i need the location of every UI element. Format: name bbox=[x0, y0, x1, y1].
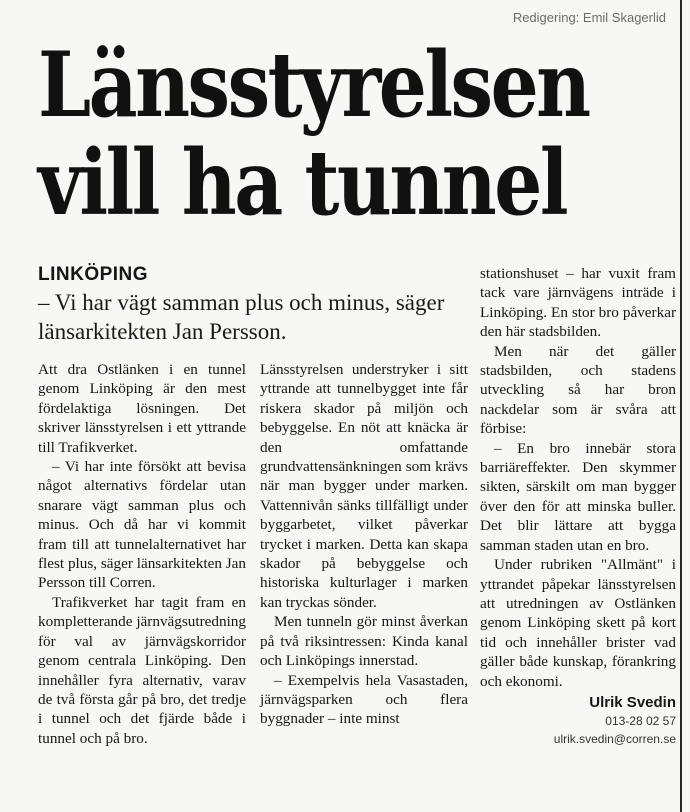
body-column-1 bbox=[38, 360, 246, 748]
paragraph: Under rubriken "Allmänt" i yttrandet påpekar länsstyrelsen att utredningen av Ostlänken genom Linköping skett på kort tid och innehåller brister vad gäller både kunskap, förankring och ekonomi. bbox=[480, 556, 676, 690]
headline-line-2: vill ha tunnel bbox=[38, 130, 567, 236]
ingress-quote: – Vi har vägt samman plus och minus, säger länsarkitekten Jan Persson. bbox=[38, 290, 445, 344]
editor-credit: Redigering: Emil Skagerlid bbox=[512, 10, 666, 25]
paragraph: Trafikverket har tagit fram en kompletterande järnvägsutredning för val av järnvägskorridor genom centrala Linköping. Den innehåller fyra alternativ, varav de två första går på bro, det tredje i tunnel och det fjärde både i tunnel och på bro. bbox=[38, 593, 246, 747]
paragraph: – Exempelvis hela Vasastaden, järnvägsparken och flera byggnader – inte minst bbox=[260, 671, 468, 728]
author-phone: 013-28 02 57 bbox=[605, 714, 676, 729]
paragraph: Men tunneln gör minst åverkan på två riksintressen: Kinda kanal och Linköpings innerstad. bbox=[260, 613, 468, 670]
author-name: Ulrik Svedin bbox=[589, 693, 676, 711]
author-email: ulrik.svedin@corren.se bbox=[553, 732, 676, 747]
paragraph: – Vi har inte försökt att bevisa något alternativs fördelar utan snarare vägt samman plus och minus. Och då har vi kommit fram till att tunnelalternativet har flest plus, säger länsarkitekten Jan Persson till Corren. bbox=[38, 458, 246, 592]
body-column-3 bbox=[480, 264, 676, 748]
body-column-2 bbox=[260, 360, 468, 729]
paragraph: Länsstyrelsen understryker i sitt yttrande att tunnelbygget inte får riskera skador på miljön och bebyggelse. En nöt att knäcka är den omfattande grundvattensänkningen som krävs när man bygger under marken. Vattennivån sänks tillfälligt under byggarbetet, vilket påverkar trycket i marken. Detta kan skapa skador på bebyggelse och historiska kulturlager i marken kan tryckas sönder. bbox=[260, 361, 468, 611]
headline-line-1: Länsstyrelsen bbox=[38, 32, 589, 138]
paragraph: Men när det gäller stadsbilden, och stadens utveckling så har bron nackdelar som är svåra att förbise: bbox=[480, 342, 676, 438]
headline bbox=[38, 32, 589, 236]
paragraph: – En bro innebär stora barriäreffekter. Den skymmer sikten, särskilt om man bygger över den för att minska buller. Det blir lättare att bygga samman staden utan en bro. bbox=[480, 439, 676, 554]
paragraph: Att dra Ostlänken i en tunnel genom Linköping är den mest fördelaktiga lösningen. Det skriver länsstyrelsen i ett yttrande till Trafikverket. bbox=[38, 361, 246, 456]
page-edge-rule bbox=[680, 0, 682, 812]
paragraph: stationshuset – har vuxit fram tack vare järnvägens inträde i Linköping. En stor bro påverkar den här stadsbilden. bbox=[480, 265, 676, 341]
location-kicker: LINKÖPING bbox=[38, 264, 149, 285]
